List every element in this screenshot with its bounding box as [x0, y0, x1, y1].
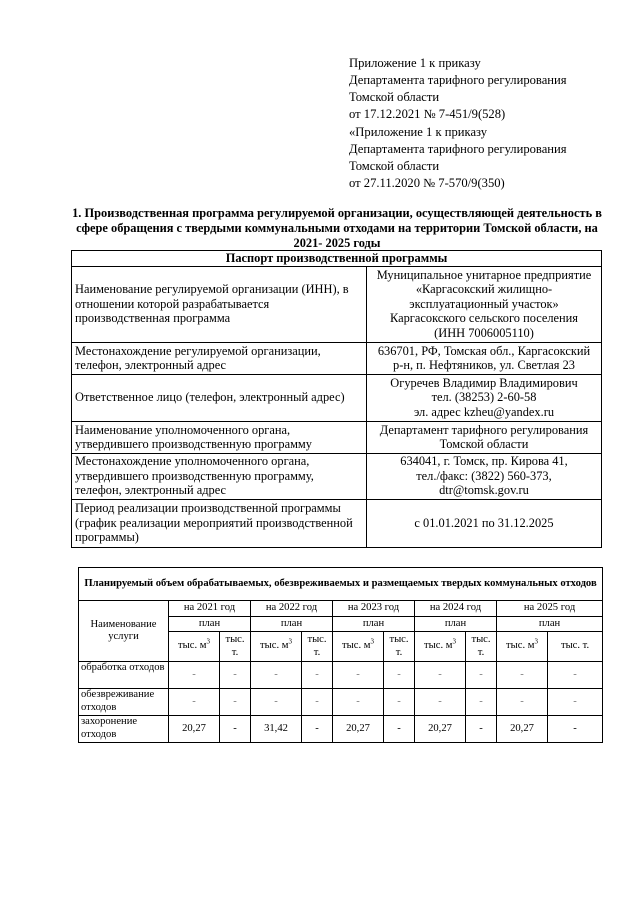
value-line: 634041, г. Томск, пр. Кирова 41,	[400, 454, 568, 469]
value-line: Огуречев Владимир Владимирович	[390, 375, 578, 390]
value-line: р-н, п. Нефтяников, ул. Светлая 23	[393, 358, 575, 372]
table-cell: -	[251, 689, 302, 716]
header-line: Департамента тарифного регулирования	[349, 73, 567, 87]
table-cell: 20,27	[497, 716, 548, 743]
unit-m3-header: тыс. $м^3$	[251, 632, 302, 662]
table-cell: -	[302, 662, 333, 689]
year-header: на 2021 год	[169, 601, 251, 617]
table-cell: -	[302, 716, 333, 743]
table-cell: 31,42	[251, 716, 302, 743]
table-cell: -	[384, 662, 415, 689]
header-line: от 17.12.2021 № 7-451/9(528)	[349, 107, 506, 121]
passport-row	[72, 266, 602, 342]
table-cell: 20,27	[333, 716, 384, 743]
table-cell: -	[466, 689, 497, 716]
passport-row	[72, 342, 602, 374]
order-reference-previous	[349, 124, 619, 192]
plan-header: план	[333, 617, 415, 632]
value-line: Каргасокского сельского поселения	[390, 311, 578, 326]
table-cell: 20,27	[169, 716, 220, 743]
passport-row	[72, 374, 602, 421]
passport-row	[72, 453, 602, 499]
header-line: Томской области	[349, 90, 440, 104]
table-cell: -	[548, 716, 603, 743]
passport-value	[367, 421, 602, 453]
passport-caption: Паспорт производственной программы	[72, 251, 602, 267]
value-line: эксплуатационный участок»	[409, 296, 559, 311]
unit-t-header: тыс. т.	[220, 632, 251, 662]
table-cell: -	[169, 662, 220, 689]
passport-table	[71, 250, 602, 548]
plan-header: план	[497, 617, 603, 632]
unit-m3-header: тыс. $м^3$	[333, 632, 384, 662]
volume-table	[78, 567, 603, 743]
header-line: от 27.11.2020 № 7-570/9(350)	[349, 176, 505, 190]
table-cell: -	[220, 716, 251, 743]
plan-header: план	[251, 617, 333, 632]
table-cell: -	[384, 716, 415, 743]
service-header: Наименование услуги	[79, 601, 169, 662]
table-cell: -	[220, 689, 251, 716]
header-line: Департамента тарифного регулирования	[349, 142, 567, 156]
service-name: обезвреживание отходов	[79, 689, 169, 716]
value-line: Департамент тарифного регулирования	[379, 422, 589, 437]
service-name: захоронение отходов	[79, 716, 169, 743]
value-line: dtr@tomsk.gov.ru	[439, 483, 529, 498]
table-cell: -	[497, 689, 548, 716]
table-cell: -	[333, 689, 384, 716]
passport-value	[367, 499, 602, 547]
table-cell: -	[466, 716, 497, 743]
header-line: Приложение 1 к приказу	[349, 56, 481, 70]
service-name: обработка отходов	[79, 662, 169, 689]
unit-m3-header: тыс. $м^3$	[415, 632, 466, 662]
table-cell: 20,27	[415, 716, 466, 743]
table-cell: -	[251, 662, 302, 689]
passport-label: Местонахождение уполномоченного органа, утвердившего производственную программу, телефон, электронный адрес	[72, 453, 367, 499]
table-cell: -	[415, 662, 466, 689]
table-row	[79, 689, 603, 716]
unit-t-header: тыс. т.	[302, 632, 333, 662]
table-cell: -	[548, 662, 603, 689]
table-cell: -	[333, 662, 384, 689]
unit-m3-header: тыс. $м^3$	[169, 632, 220, 662]
table-cell: -	[497, 662, 548, 689]
table-row	[79, 716, 603, 743]
section-title: 1. Производственная программа регулируемой организации, осуществляющей деятельность в сфере обращения с твердыми коммунальными отходами на территории Томской области, на 2021- 2025 годы	[72, 206, 602, 250]
value-line: 636701, РФ, Томская обл., Каргасокский	[377, 343, 591, 358]
unit-t-header: тыс. т.	[466, 632, 497, 662]
table-cell: -	[548, 689, 603, 716]
passport-label: Наименование регулируемой организации (ИНН), в отношении которой разрабатывается производственная программа	[72, 266, 367, 342]
table-cell: -	[220, 662, 251, 689]
passport-value	[367, 342, 602, 374]
passport-value	[367, 374, 602, 421]
table-cell: -	[169, 689, 220, 716]
order-reference-current	[349, 55, 619, 123]
passport-value	[367, 453, 602, 499]
passport-label: Местонахождение регулируемой организации, телефон, электронный адрес	[72, 342, 367, 374]
volume-caption: Планируемый объем обрабатываемых, обезвреживаемых и размещаемых твердых коммунальных отходов	[79, 568, 603, 601]
value-line: тел./факс: (3822) 560-373,	[416, 468, 552, 483]
unit-m3-header: тыс. $м^3$	[497, 632, 548, 662]
value-line: Муниципальное унитарное предприятие	[376, 267, 592, 282]
table-row	[79, 662, 603, 689]
value-line: Томской области	[439, 437, 529, 451]
table-cell: -	[302, 689, 333, 716]
year-header: на 2025 год	[497, 601, 603, 617]
header-line: «Приложение 1 к приказу	[349, 125, 488, 139]
table-cell: -	[415, 689, 466, 716]
unit-t-header: тыс. т.	[384, 632, 415, 662]
year-header: на 2022 год	[251, 601, 333, 617]
passport-label: Наименование уполномоченного органа, утвердившего производственную программу	[72, 421, 367, 453]
plan-header: план	[415, 617, 497, 632]
value-line: эл. адрес kzheu@yandex.ru	[413, 404, 555, 419]
passport-value	[367, 266, 602, 342]
passport-row	[72, 499, 602, 547]
passport-row	[72, 421, 602, 453]
value-line: с 01.01.2021 по 31.12.2025	[414, 515, 554, 530]
value-line: (ИНН 7006005110)	[434, 325, 534, 340]
value-line: «Каргасокский жилищно-	[415, 282, 553, 297]
table-cell: -	[466, 662, 497, 689]
unit-t-header: тыс. т.	[548, 632, 603, 662]
passport-label: Ответственное лицо (телефон, электронный адрес)	[72, 374, 367, 421]
value-line: тел. (38253) 2-60-58	[431, 390, 537, 405]
year-header: на 2024 год	[415, 601, 497, 617]
year-header: на 2023 год	[333, 601, 415, 617]
plan-header: план	[169, 617, 251, 632]
passport-label: Период реализации производственной программы (график реализации мероприятий производственной программы)	[72, 499, 367, 547]
header-line: Томской области	[349, 159, 440, 173]
table-cell: -	[384, 689, 415, 716]
